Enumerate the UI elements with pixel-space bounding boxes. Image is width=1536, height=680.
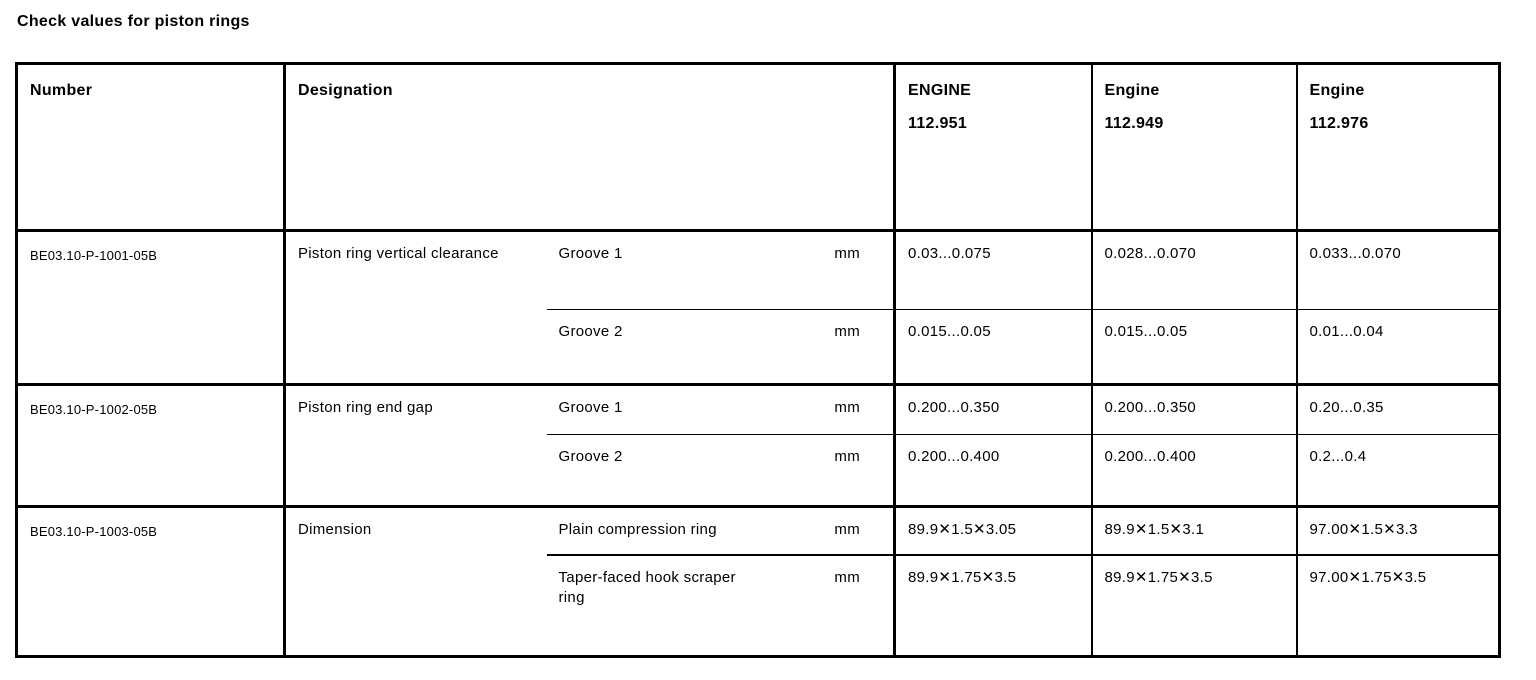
value-cell: 0.015...0.05 — [1092, 310, 1297, 385]
value-cell: 0.200...0.350 — [895, 385, 1092, 435]
unit-cell: mm — [777, 555, 895, 657]
designation-cell: Dimension — [285, 507, 547, 657]
engine-name: Engine — [1309, 82, 1365, 99]
value-cell: 0.028...0.070 — [1092, 231, 1297, 310]
subrow-label: Groove 1 — [547, 385, 777, 435]
engine-code: 112.949 — [1104, 115, 1164, 132]
value-cell: 0.200...0.400 — [895, 435, 1092, 507]
designation-cell: Piston ring end gap — [285, 385, 547, 507]
document-number-cell: BE03.10-P-1001-05B — [17, 231, 285, 385]
column-header-engine-112949 — [1092, 64, 1297, 231]
value-cell: 0.2...0.4 — [1297, 435, 1500, 507]
value-cell: 89.9✕1.5✕3.1 — [1092, 507, 1297, 555]
unit-cell: mm — [777, 435, 895, 507]
value-cell: 97.00✕1.75✕3.5 — [1297, 555, 1500, 657]
engine-name: Engine — [1104, 82, 1160, 99]
subrow-label: Taper-faced hook scraper ring — [547, 555, 777, 657]
column-header-number: Number — [17, 64, 285, 231]
subrow-label: Groove 1 — [558, 245, 623, 262]
unit-cell: mm — [777, 507, 895, 555]
unit-cell: mm — [777, 231, 895, 310]
column-header-engine-112951 — [895, 64, 1092, 231]
page-title: Check values for piston rings — [17, 13, 250, 30]
table-header-row — [17, 64, 1500, 231]
engine-name: ENGINE — [908, 82, 972, 99]
value-cell: 89.9✕1.75✕3.5 — [895, 555, 1092, 657]
value-cell: 0.200...0.350 — [1092, 385, 1297, 435]
value-cell: 0.015...0.05 — [895, 310, 1092, 385]
unit-cell: mm — [777, 385, 895, 435]
subrow-label: Groove 2 — [547, 310, 777, 385]
document-number-cell: BE03.10-P-1002-05B — [17, 385, 285, 507]
column-header-engine-112976 — [1297, 64, 1500, 231]
check-values-table — [15, 62, 1501, 658]
value-cell: 0.03...0.075 — [895, 231, 1092, 310]
column-header-designation: Designation — [285, 64, 895, 231]
unit-cell: mm — [777, 310, 895, 385]
designation-cell: Piston ring vertical clearance — [298, 245, 499, 262]
table-row — [17, 385, 1500, 435]
value-cell: 97.00✕1.5✕3.3 — [1297, 507, 1500, 555]
value-cell: 89.9✕1.75✕3.5 — [1092, 555, 1297, 657]
value-cell: 89.9✕1.5✕3.05 — [895, 507, 1092, 555]
value-cell: 0.20...0.35 — [1297, 385, 1500, 435]
engine-code: 112.951 — [908, 115, 968, 132]
subrow-label: Groove 2 — [547, 435, 777, 507]
table-row — [17, 231, 1500, 310]
table-row — [17, 507, 1500, 555]
value-cell: 0.01...0.04 — [1297, 310, 1500, 385]
subrow-label: Plain compression ring — [547, 507, 777, 555]
value-cell: 0.200...0.400 — [1092, 435, 1297, 507]
document-number-cell: BE03.10-P-1003-05B — [17, 507, 285, 657]
engine-code: 112.976 — [1309, 115, 1369, 132]
value-cell: 0.033...0.070 — [1309, 245, 1401, 262]
